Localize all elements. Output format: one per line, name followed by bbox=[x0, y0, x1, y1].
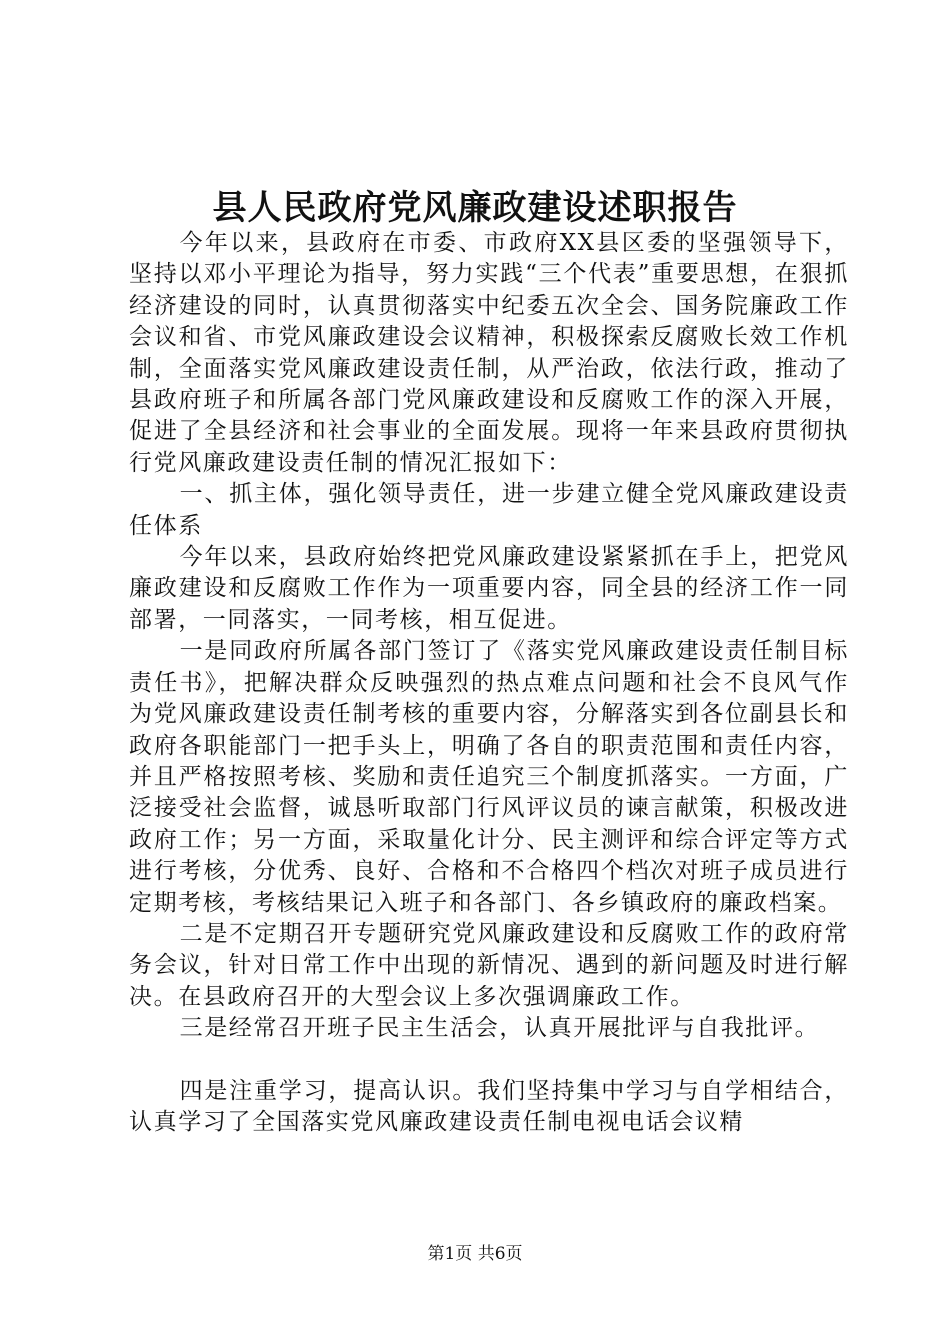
document-body bbox=[129, 228, 849, 1138]
document-title: 县人民政府党风廉政建设述职报告 bbox=[212, 188, 738, 228]
body-paragraph: 今年以来，县政府始终把党风廉政建设紧紧抓在手上，把党风廉政建设和反腐败工作作为一项重要内容，同全县的经济工作一同部署，一同落实，一同考核，相互促进。 bbox=[129, 544, 849, 633]
body-paragraph: 四是注重学习，提高认识。我们坚持集中学习与自学相结合，认真学习了全国落实党风廉政建设责任制电视电话会议精 bbox=[129, 1077, 849, 1135]
body-paragraph: 三是经常召开班子民主生活会，认真开展批评与自我批评。 bbox=[179, 1015, 820, 1042]
intro-paragraph: 今年以来，县政府在市委、市政府XX县区委的坚强领导下，坚持以邓小平理论为指导，努力实践“三个代表”重要思想，在狠抓经济建设的同时，认真贯彻落实中纪委五次全会、国务院廉政工作会议和省、市党风廉政建设会议精神，积极探索反腐败长效工作机制，全面落实党风廉政建设责任制，从严治政，依法行政，推动了县政府班子和所属各部门党风廉政建设和反腐败工作的深入开展，促进了全县经济和社会事业的全面发展。现将一年来县政府贯彻执行党风廉政建设责任制的情况汇报如下： bbox=[129, 230, 849, 476]
page-footer: 第1页 共6页 bbox=[427, 1244, 523, 1264]
body-paragraph: 一是同政府所属各部门签订了《落实党风廉政建设责任制目标责任书》，把解决群众反映强烈的热点难点问题和社会不良风气作为党风廉政建设责任制考核的重要内容，分解落实到各位副县长和政府各职能部门一把手头上，明确了各自的职责范围和责任内容，并且严格按照考核、奖励和责任追究三个制度抓落实。一方面，广泛接受社会监督，诚恳听取部门行风评议员的谏言献策，积极改进政府工作；另一方面，采取量化计分、民主测评和综合评定等方式进行考核，分优秀、良好、合格和不合格四个档次对班子成员进行定期考核，考核结果记入班子和各部门、各乡镇政府的廉政档案。 bbox=[129, 638, 849, 916]
section-heading-1: 一、抓主体，强化领导责任，进一步建立健全党风廉政建设责任体系 bbox=[129, 481, 849, 539]
body-paragraph: 二是不定期召开专题研究党风廉政建设和反腐败工作的政府常务会议，针对日常工作中出现的新情况、遇到的新问题及时进行解决。在县政府召开的大型会议上多次强调廉政工作。 bbox=[129, 920, 849, 1010]
